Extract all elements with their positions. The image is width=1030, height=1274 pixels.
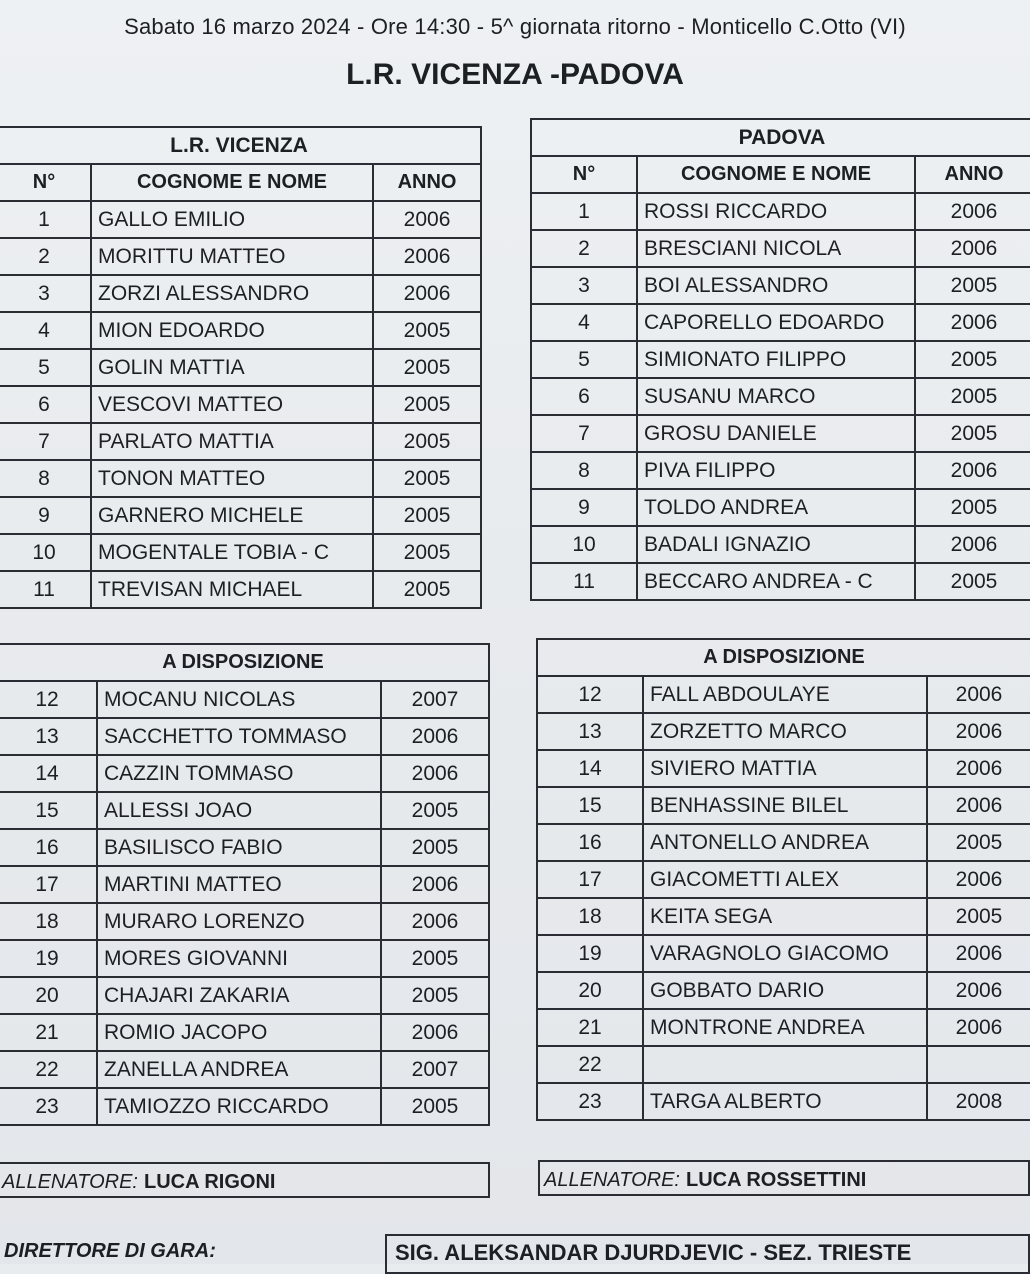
player-row (531, 563, 1030, 600)
player-row (537, 935, 1030, 972)
player-year: 2006 (373, 238, 481, 275)
player-row (537, 1009, 1030, 1046)
player-name: GALLO EMILIO (91, 201, 373, 238)
player-year: 2006 (915, 193, 1030, 230)
col-number: N° (0, 164, 91, 201)
player-number: 9 (0, 497, 91, 534)
away-bench-title: A DISPOSIZIONE (537, 639, 1030, 676)
player-number: 3 (531, 267, 637, 304)
player-row (537, 750, 1030, 787)
player-name (643, 1046, 927, 1083)
player-number: 13 (0, 718, 97, 755)
player-row (537, 861, 1030, 898)
home-team-name: L.R. VICENZA (0, 127, 481, 164)
player-row (0, 903, 489, 940)
player-name: GIACOMETTI ALEX (643, 861, 927, 898)
player-number: 19 (537, 935, 643, 972)
player-row (0, 571, 481, 608)
away-bench-body (537, 676, 1030, 1120)
player-year: 2005 (381, 1088, 489, 1125)
col-year: ANNO (915, 156, 1030, 193)
player-name: CHAJARI ZAKARIA (97, 977, 381, 1014)
player-number: 21 (0, 1014, 97, 1051)
player-row (0, 977, 489, 1014)
player-year (927, 1046, 1030, 1083)
player-year: 2005 (381, 792, 489, 829)
player-year: 2006 (373, 201, 481, 238)
player-name: TOLDO ANDREA (637, 489, 915, 526)
player-number: 17 (0, 866, 97, 903)
away-team-name: PADOVA (531, 119, 1030, 156)
player-name: MORES GIOVANNI (97, 940, 381, 977)
col-year: ANNO (373, 164, 481, 201)
player-year: 2006 (927, 676, 1030, 713)
player-name: SIVIERO MATTIA (643, 750, 927, 787)
player-name: ZORZETTO MARCO (643, 713, 927, 750)
player-number: 15 (537, 787, 643, 824)
player-year: 2006 (381, 755, 489, 792)
player-row (0, 275, 481, 312)
player-year: 2005 (915, 267, 1030, 304)
player-row (537, 676, 1030, 713)
player-number: 22 (537, 1046, 643, 1083)
player-year: 2006 (915, 526, 1030, 563)
player-row (0, 497, 481, 534)
player-row (537, 972, 1030, 1009)
player-year: 2006 (915, 304, 1030, 341)
player-name: TARGA ALBERTO (643, 1083, 927, 1120)
player-row (0, 1014, 489, 1051)
player-year: 2005 (373, 534, 481, 571)
player-row (0, 460, 481, 497)
col-name: COGNOME E NOME (637, 156, 915, 193)
player-year: 2006 (381, 1014, 489, 1051)
player-name: MOGENTALE TOBIA - C (91, 534, 373, 571)
home-starters-table (0, 126, 482, 609)
player-year: 2005 (373, 386, 481, 423)
player-number: 15 (0, 792, 97, 829)
player-year: 2005 (927, 824, 1030, 861)
player-year: 2005 (927, 898, 1030, 935)
player-name: SUSANU MARCO (637, 378, 915, 415)
player-number: 16 (0, 829, 97, 866)
player-year: 2005 (915, 378, 1030, 415)
player-name: GOBBATO DARIO (643, 972, 927, 1009)
player-name: ALLESSI JOAO (97, 792, 381, 829)
player-row (531, 193, 1030, 230)
player-name: GROSU DANIELE (637, 415, 915, 452)
player-name: ROSSI RICCARDO (637, 193, 915, 230)
player-number: 23 (537, 1083, 643, 1120)
away-coach-label: ALLENATORE: (544, 1169, 680, 1191)
player-number: 21 (537, 1009, 643, 1046)
player-number: 5 (531, 341, 637, 378)
player-row (537, 1083, 1030, 1120)
player-number: 3 (0, 275, 91, 312)
player-name: BASILISCO FABIO (97, 829, 381, 866)
home-bench-table (0, 643, 490, 1126)
player-year: 2005 (381, 940, 489, 977)
player-number: 14 (0, 755, 97, 792)
player-year: 2005 (915, 563, 1030, 600)
player-number: 9 (531, 489, 637, 526)
player-name: BRESCIANI NICOLA (637, 230, 915, 267)
player-number: 13 (537, 713, 643, 750)
player-name: SIMIONATO FILIPPO (637, 341, 915, 378)
player-row (0, 940, 489, 977)
player-number: 18 (537, 898, 643, 935)
player-year: 2005 (373, 349, 481, 386)
player-number: 17 (537, 861, 643, 898)
player-number: 2 (531, 230, 637, 267)
col-name: COGNOME E NOME (91, 164, 373, 201)
player-row (0, 201, 481, 238)
player-year: 2005 (373, 571, 481, 608)
player-number: 2 (0, 238, 91, 275)
player-number: 20 (0, 977, 97, 1014)
player-name: PARLATO MATTIA (91, 423, 373, 460)
player-row (0, 386, 481, 423)
referee-name: SIG. ALEKSANDAR DJURDJEVIC - SEZ. TRIESTE (385, 1234, 1030, 1274)
player-name: MONTRONE ANDREA (643, 1009, 927, 1046)
player-row (0, 238, 481, 275)
player-row (531, 267, 1030, 304)
home-coach-label: ALLENATORE: (2, 1171, 138, 1193)
player-year: 2006 (927, 1009, 1030, 1046)
player-name: BENHASSINE BILEL (643, 787, 927, 824)
player-number: 7 (0, 423, 91, 460)
player-name: CAZZIN TOMMASO (97, 755, 381, 792)
player-year: 2006 (927, 972, 1030, 1009)
player-number: 10 (531, 526, 637, 563)
player-year: 2005 (381, 977, 489, 1014)
player-number: 4 (531, 304, 637, 341)
home-coach-box (0, 1162, 490, 1198)
player-number: 11 (531, 563, 637, 600)
player-number: 4 (0, 312, 91, 349)
player-row (531, 304, 1030, 341)
player-number: 14 (537, 750, 643, 787)
player-year: 2006 (381, 866, 489, 903)
player-number: 1 (0, 201, 91, 238)
player-row (537, 1046, 1030, 1083)
player-number: 18 (0, 903, 97, 940)
player-number: 10 (0, 534, 91, 571)
player-name: MURARO LORENZO (97, 903, 381, 940)
player-number: 19 (0, 940, 97, 977)
player-row (531, 378, 1030, 415)
home-bench-title: A DISPOSIZIONE (0, 644, 489, 681)
player-name: BECCARO ANDREA - C (637, 563, 915, 600)
player-name: MOCANU NICOLAS (97, 681, 381, 718)
player-row (531, 341, 1030, 378)
player-year: 2005 (915, 341, 1030, 378)
player-year: 2006 (915, 452, 1030, 489)
player-year: 2005 (381, 829, 489, 866)
player-number: 11 (0, 571, 91, 608)
away-starters-body (531, 193, 1030, 600)
player-year: 2007 (381, 681, 489, 718)
player-number: 12 (0, 681, 97, 718)
player-number: 16 (537, 824, 643, 861)
player-number: 12 (537, 676, 643, 713)
player-number: 1 (531, 193, 637, 230)
player-name: TREVISAN MICHAEL (91, 571, 373, 608)
player-number: 5 (0, 349, 91, 386)
player-row (537, 713, 1030, 750)
player-name: BOI ALESSANDRO (637, 267, 915, 304)
player-row (0, 681, 489, 718)
player-row (0, 349, 481, 386)
player-row (0, 792, 489, 829)
player-year: 2007 (381, 1051, 489, 1088)
player-name: VARAGNOLO GIACOMO (643, 935, 927, 972)
player-year: 2006 (927, 787, 1030, 824)
player-year: 2005 (373, 312, 481, 349)
player-number: 7 (531, 415, 637, 452)
player-name: ZORZI ALESSANDRO (91, 275, 373, 312)
player-year: 2006 (927, 861, 1030, 898)
player-row (531, 230, 1030, 267)
player-number: 8 (531, 452, 637, 489)
player-row (0, 312, 481, 349)
player-number: 20 (537, 972, 643, 1009)
player-name: ROMIO JACOPO (97, 1014, 381, 1051)
player-name: GARNERO MICHELE (91, 497, 373, 534)
player-row (531, 526, 1030, 563)
player-name: KEITA SEGA (643, 898, 927, 935)
col-number: N° (531, 156, 637, 193)
home-starters-body (0, 201, 481, 608)
player-row (537, 898, 1030, 935)
player-name: MION EDOARDO (91, 312, 373, 349)
player-row (0, 534, 481, 571)
player-year: 2008 (927, 1083, 1030, 1120)
away-starters-table (530, 118, 1030, 601)
player-name: GOLIN MATTIA (91, 349, 373, 386)
player-year: 2005 (373, 423, 481, 460)
player-year: 2006 (927, 713, 1030, 750)
away-bench-table (536, 638, 1030, 1121)
player-year: 2006 (381, 903, 489, 940)
player-name: MARTINI MATTEO (97, 866, 381, 903)
player-name: SACCHETTO TOMMASO (97, 718, 381, 755)
home-coach-name: LUCA RIGONI (143, 1171, 276, 1193)
player-name: BADALI IGNAZIO (637, 526, 915, 563)
match-info: Sabato 16 marzo 2024 - Ore 14:30 - 5^ giornata ritorno - Monticello C.Otto (VI) (124, 14, 906, 39)
player-row (0, 718, 489, 755)
away-coach-name: LUCA ROSSETTINI (685, 1169, 867, 1191)
player-name: MORITTU MATTEO (91, 238, 373, 275)
player-row (531, 452, 1030, 489)
player-name: PIVA FILIPPO (637, 452, 915, 489)
player-year: 2006 (381, 718, 489, 755)
player-name: TAMIOZZO RICCARDO (97, 1088, 381, 1125)
player-year: 2005 (915, 489, 1030, 526)
player-row (0, 866, 489, 903)
player-year: 2006 (915, 230, 1030, 267)
player-name: FALL ABDOULAYE (643, 676, 927, 713)
player-name: ANTONELLO ANDREA (643, 824, 927, 861)
player-year: 2005 (373, 460, 481, 497)
player-number: 6 (531, 378, 637, 415)
player-row (537, 824, 1030, 861)
player-row (0, 423, 481, 460)
player-year: 2005 (373, 497, 481, 534)
match-title: L.R. VICENZA -PADOVA (346, 58, 684, 91)
player-name: CAPORELLO EDOARDO (637, 304, 915, 341)
player-row (0, 1088, 489, 1125)
referee-label: DIRETTORE DI GARA: (4, 1240, 216, 1262)
player-row (531, 415, 1030, 452)
player-number: 6 (0, 386, 91, 423)
player-year: 2006 (927, 935, 1030, 972)
player-row (537, 787, 1030, 824)
player-name: TONON MATTEO (91, 460, 373, 497)
player-row (0, 1051, 489, 1088)
player-number: 22 (0, 1051, 97, 1088)
player-number: 8 (0, 460, 91, 497)
player-row (0, 829, 489, 866)
away-coach-box (538, 1160, 1030, 1196)
player-number: 23 (0, 1088, 97, 1125)
player-name: VESCOVI MATTEO (91, 386, 373, 423)
player-year: 2005 (915, 415, 1030, 452)
player-name: ZANELLA ANDREA (97, 1051, 381, 1088)
player-year: 2006 (927, 750, 1030, 787)
player-row (0, 755, 489, 792)
home-bench-body (0, 681, 489, 1125)
player-row (531, 489, 1030, 526)
player-year: 2006 (373, 275, 481, 312)
